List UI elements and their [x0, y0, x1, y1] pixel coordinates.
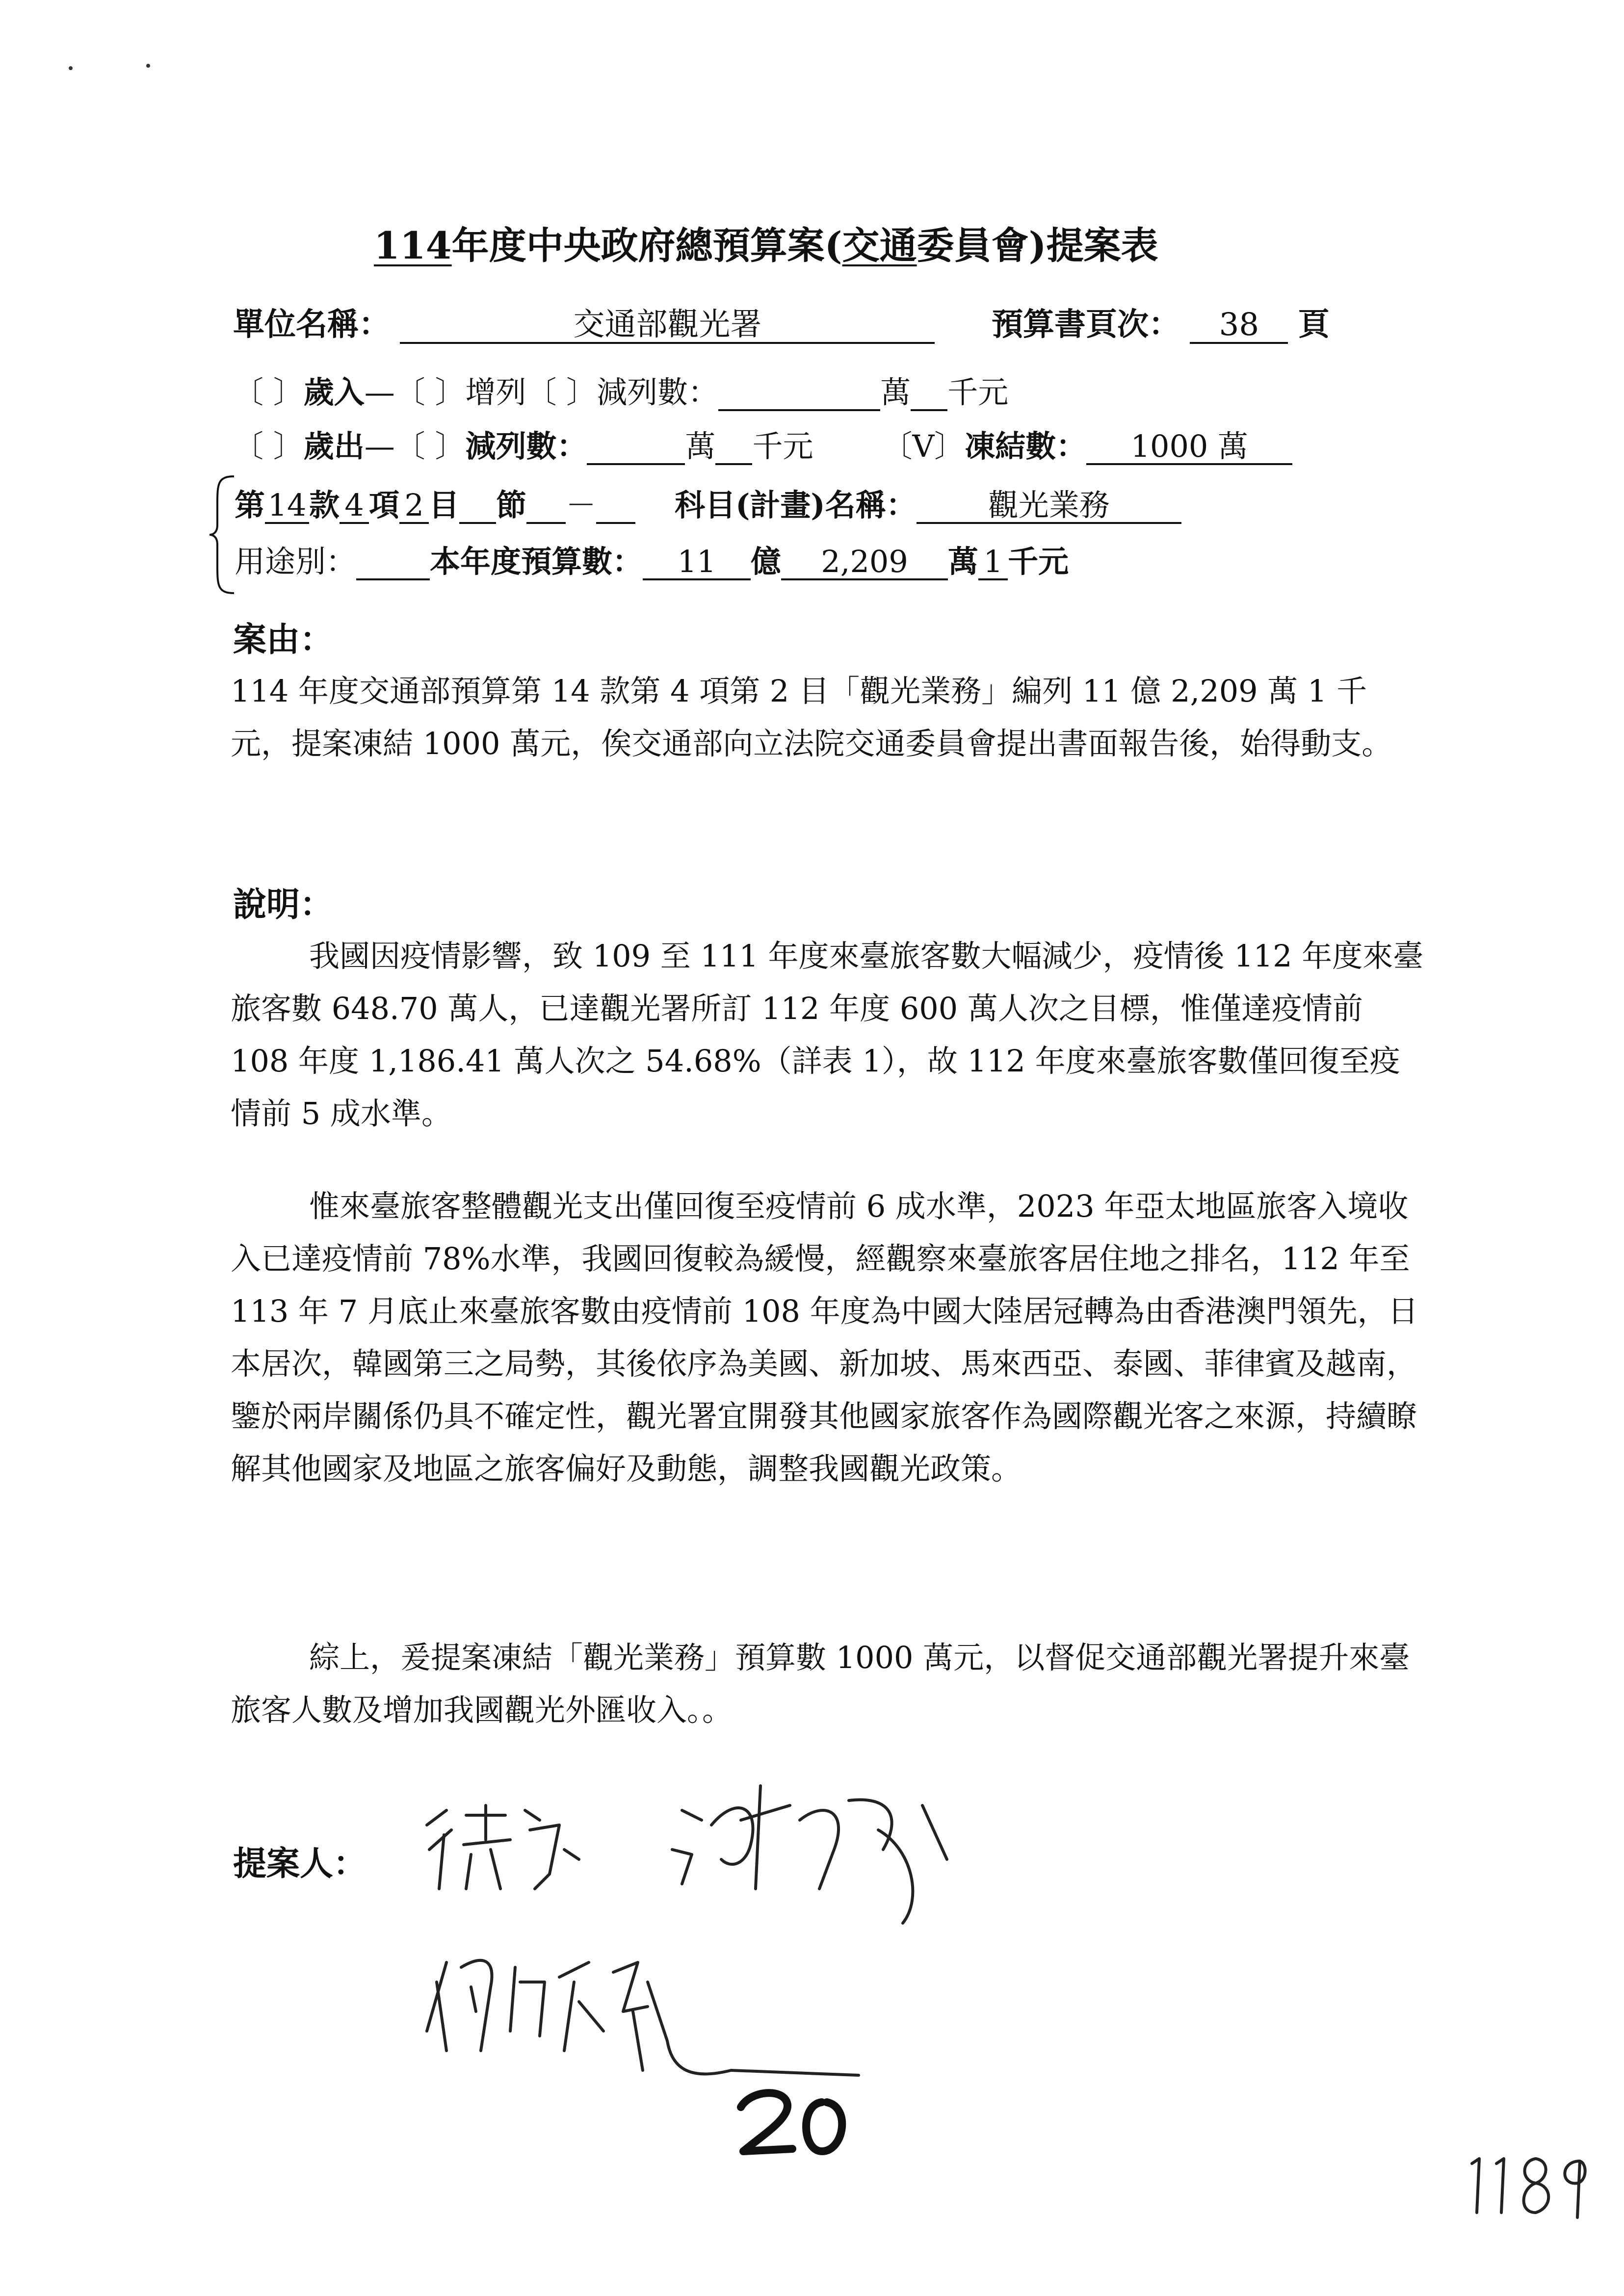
item-line: [235, 481, 1181, 524]
handwritten-number: [731, 2083, 859, 2161]
proposer-label: 提案人：: [233, 1844, 367, 1883]
item-xiang-label: 項: [369, 487, 400, 523]
budget-qian: 千元: [1008, 544, 1069, 579]
reason-text: 114 年度交通部預算第 14 款第 4 項第 2 目「觀光業務」編列 11 億 2,209 萬 1 千元，提案凍結 1000 萬元，俟交通部向立法院交通委員會提出書面報告後，始得動支。: [231, 673, 1392, 761]
usage-label: 用途別：: [235, 544, 357, 579]
expense-wan-blank: [587, 430, 685, 465]
item-jie-blank: [459, 489, 496, 524]
bracket-decoration: [209, 473, 238, 596]
reason-heading: 案由：: [233, 620, 334, 659]
item-kuan-label: 款: [309, 487, 340, 523]
scan-speck: [69, 66, 73, 70]
subject-label: 科目(計畫)名稱：: [675, 487, 917, 523]
page-suffix: 頁: [1298, 306, 1330, 343]
item-dash: －: [566, 487, 597, 523]
title-pre: 年度中央政府總預算案(: [451, 224, 842, 267]
explanation-paragraph-2: 惟來臺旅客整體觀光支出僅回復至疫情前 6 成水準，2023 年亞太地區旅客入境收入已達疫情前 78%水準，我國回復較為緩慢，經觀察來臺旅客居住地之排名，112 年至 113 年 7 月底止來臺旅客數由疫情前 108 年度為中國大陸居冠轉為由香港澳門領先，日本居次，韓國第三之局勢，其後依序為美國、新加坡、馬來西亞、泰國、菲律賓及越南，鑒於兩岸關係仍具不確定性，觀光署宜開發其他國家旅客作為國際觀光客之來源，持續瞭解其他國家及地區之旅客偏好及動態，調整我國觀光政策。: [231, 1188, 1418, 1487]
budget-yi-value: 11: [643, 545, 751, 580]
freeze-value: 1000 萬: [1086, 430, 1292, 465]
revenue-dash: —〔 〕: [364, 374, 466, 410]
expense-qian: 千元: [752, 428, 813, 464]
revenue-add: 增列〔 〕: [465, 374, 597, 410]
expense-qian-blank: [715, 430, 752, 465]
budget-wan: 萬: [948, 544, 979, 579]
explanation-paragraph-3: 綜上，爰提案凍結「觀光業務」預算數 1000 萬元，以督促交通部觀光署提升來臺旅客人數及增加我國觀光外匯收入。。: [231, 1640, 1410, 1728]
expense-reduce: 減列數：: [465, 428, 587, 464]
revenue-checkbox: 〔 〕: [233, 374, 304, 410]
item-sub-blank-2: [596, 489, 635, 524]
expense-line: [233, 422, 1292, 466]
unit-value: 交通部觀光署: [400, 308, 935, 344]
page-title: [374, 216, 1158, 269]
unit-label: 單位名稱：: [233, 306, 390, 343]
revenue-qian: 千元: [947, 374, 1009, 410]
revenue-wan: 萬: [880, 374, 911, 410]
item-jie-label: 節: [496, 487, 527, 523]
explanation-paragraph-1: 我國因疫情影響，致 109 至 111 年度來臺旅客數大幅減少，疫情後 112 年度來臺旅客數 648.70 萬人，已達觀光署所訂 112 年度 600 萬人次之目標，惟僅達疫情前 108 年度 1,186.41 萬人次之 54.68%（詳表 1），故 112 年度來臺旅客數僅回復至疫情前 5 成水準。: [231, 938, 1424, 1131]
budget-wan-value: 2,209: [781, 545, 948, 580]
title-committee: 交通: [842, 224, 917, 267]
page-stamp: [1462, 2144, 1599, 2222]
freeze-checkbox: 〔V〕: [882, 428, 965, 464]
expense-wan: 萬: [685, 428, 716, 464]
proposer-signatures: [417, 1776, 1030, 2119]
subject-value: 觀光業務: [917, 489, 1181, 524]
item-di: 第: [235, 487, 265, 523]
budget-yi: 億: [751, 544, 782, 579]
scan-speck: [146, 64, 150, 68]
expense-checkbox: 〔 〕: [233, 428, 304, 464]
title-year: 114: [374, 224, 452, 267]
revenue-line: [233, 368, 1008, 412]
revenue-wan-blank: [718, 376, 880, 411]
usage-blank: [356, 545, 430, 580]
item-sub-blank-1: [526, 489, 566, 524]
page-value: 38: [1190, 308, 1288, 344]
expense-label: 歲出: [303, 428, 365, 464]
item-mu-label: 目: [429, 487, 460, 523]
item-xiang-value: 4: [340, 489, 369, 524]
revenue-reduce: 減列數：: [597, 374, 719, 410]
revenue-qian-blank: [911, 376, 947, 411]
item-kuan-value: 14: [265, 489, 309, 524]
budget-qian-value: 1: [978, 545, 1008, 580]
revenue-label: 歲入: [303, 374, 365, 410]
budget-label: 本年度預算數：: [430, 544, 643, 579]
freeze-label: 凍結數：: [965, 428, 1087, 464]
page-label: 預算書頁次：: [992, 306, 1180, 343]
unit-line: [233, 299, 1330, 344]
explanation-heading: 說明：: [233, 885, 334, 924]
usage-line: [235, 537, 1069, 581]
expense-dash: —〔 〕: [364, 428, 466, 464]
title-post: 委員會)提案表: [917, 224, 1158, 267]
item-mu-value: 2: [399, 489, 429, 524]
